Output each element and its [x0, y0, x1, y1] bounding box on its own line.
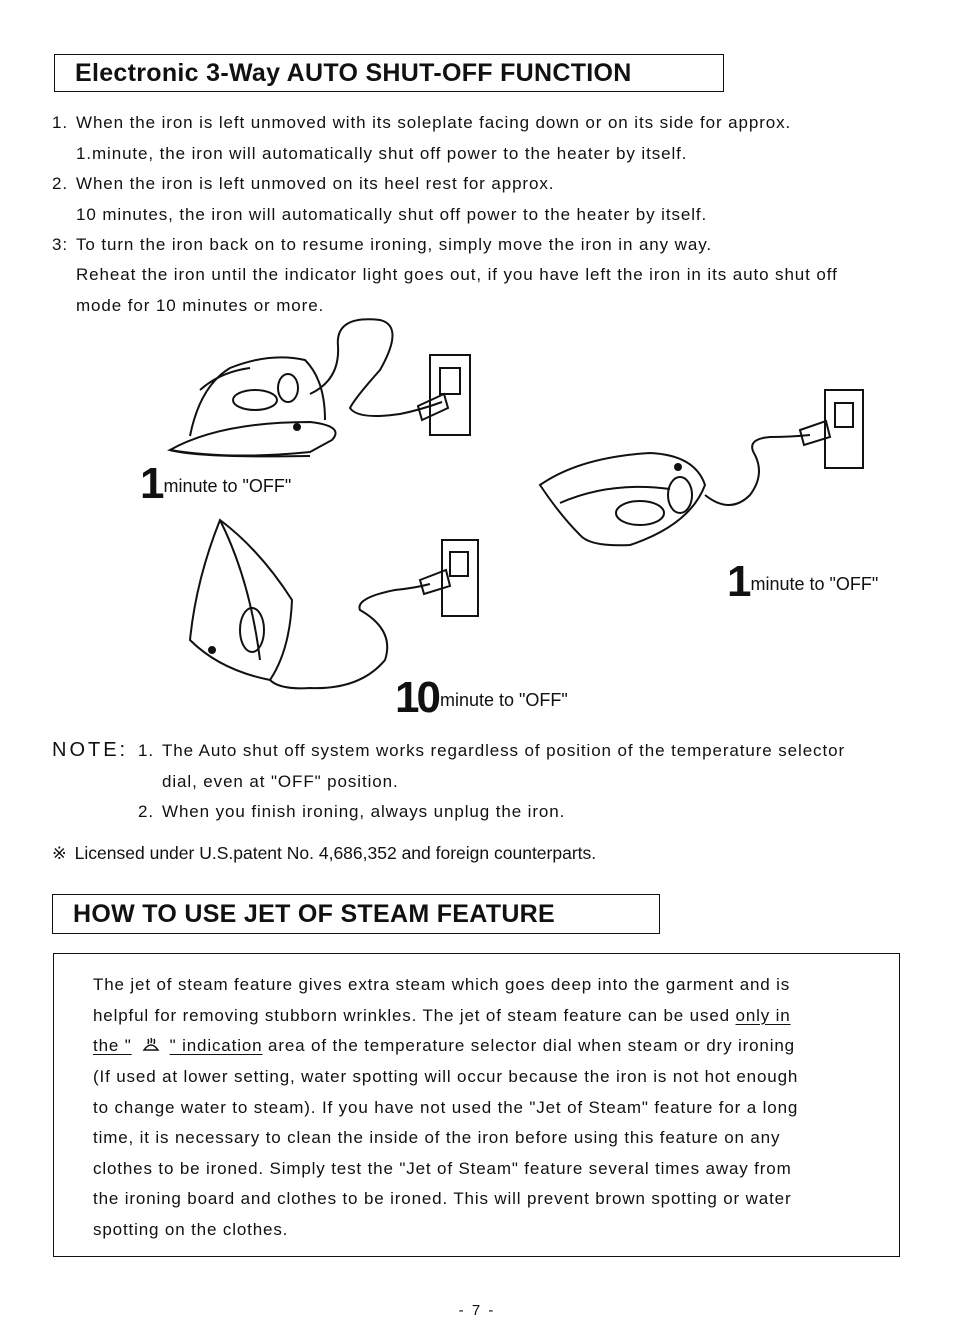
caption-text: minute to "OFF" [750, 574, 879, 594]
list-item [52, 113, 791, 133]
list-item-continued: Reheat the iron until the indicator light goes out, if you have left the iron in its auto shut off [76, 265, 838, 284]
panel-text-line [93, 1006, 791, 1026]
list-item [52, 235, 712, 255]
section-title-box [54, 54, 724, 92]
note-item [138, 802, 565, 822]
note-label: NOTE: [52, 739, 129, 761]
license-note [52, 843, 596, 864]
item-number: 2. [138, 802, 154, 821]
section-title: Electronic 3-Way AUTO SHUT-OFF FUNCTION [75, 59, 632, 87]
item-number: 1. [52, 113, 68, 132]
panel-text-line: to change water to steam). If you have not used the "Jet of Steam" feature for a long [93, 1098, 799, 1117]
panel-text-line [93, 1036, 795, 1056]
panel-text-underlined: the " [93, 1036, 132, 1055]
panel-text: helpful for removing stubborn wrinkles. The jet of steam feature can be used [93, 1006, 736, 1025]
note-item-continued: dial, even at "OFF" position. [162, 772, 399, 791]
reference-mark: ※ [52, 843, 67, 863]
panel-text-line: The jet of steam feature gives extra steam which goes deep into the garment and is [93, 975, 791, 994]
caption-text: minute to "OFF" [163, 476, 292, 496]
caption-minutes: 10 [395, 673, 438, 722]
caption-flat [140, 459, 292, 508]
iron-flat-illustration [160, 310, 480, 480]
license-text: Licensed under U.S.patent No. 4,686,352 and foreign counterparts. [74, 843, 597, 863]
iron-side-illustration [520, 385, 880, 565]
section-title: HOW TO USE JET OF STEAM FEATURE [73, 900, 556, 928]
panel-text-line: time, it is necessary to clean the inside of the iron before using this feature on any [93, 1128, 781, 1147]
note-item [138, 741, 845, 761]
panel-text-underlined: " indication [169, 1036, 263, 1055]
item-text: When you finish ironing, always unplug the iron. [162, 802, 566, 821]
item-number: 3: [52, 235, 68, 254]
page-number: - 7 - [458, 1302, 496, 1319]
panel-text: area of the temperature selector dial when steam or dry ironing [262, 1036, 795, 1055]
item-text: When the iron is left unmoved with its soleplate facing down or on its side for approx. [76, 113, 792, 132]
item-text: To turn the iron back on to resume ironing, simply move the iron in any way. [76, 235, 712, 254]
list-item-continued: mode for 10 minutes or more. [76, 296, 325, 315]
item-text: The Auto shut off system works regardless of position of the temperature selector [162, 741, 845, 760]
item-number: 2. [52, 174, 68, 193]
caption-minutes: 1 [727, 557, 749, 606]
section-title-box [52, 894, 660, 934]
steam-icon [132, 1036, 170, 1056]
panel-text-line: the ironing board and clothes to be ironed. This will prevent brown spotting or water [93, 1189, 792, 1208]
caption-side [727, 557, 879, 606]
list-item-continued: 1.minute, the iron will automatically shut off power to the heater by itself. [76, 144, 688, 163]
caption-minutes: 1 [140, 459, 162, 508]
panel-text-underlined: only in [735, 1006, 791, 1025]
panel-text-line: spotting on the clothes. [93, 1220, 289, 1239]
jet-of-steam-panel [53, 953, 900, 1257]
panel-text-line: (If used at lower setting, water spotting will occur because the iron is not hot enough [93, 1067, 799, 1086]
item-text: When the iron is left unmoved on its heel rest for approx. [76, 174, 555, 193]
list-item [52, 174, 554, 194]
caption-heel [395, 673, 568, 722]
list-item-continued: 10 minutes, the iron will automatically shut off power to the heater by itself. [76, 205, 708, 224]
caption-text: minute to "OFF" [439, 690, 568, 710]
panel-text-line: clothes to be ironed. Simply test the "Jet of Steam" feature several times away from [93, 1159, 792, 1178]
item-number: 1. [138, 741, 154, 760]
